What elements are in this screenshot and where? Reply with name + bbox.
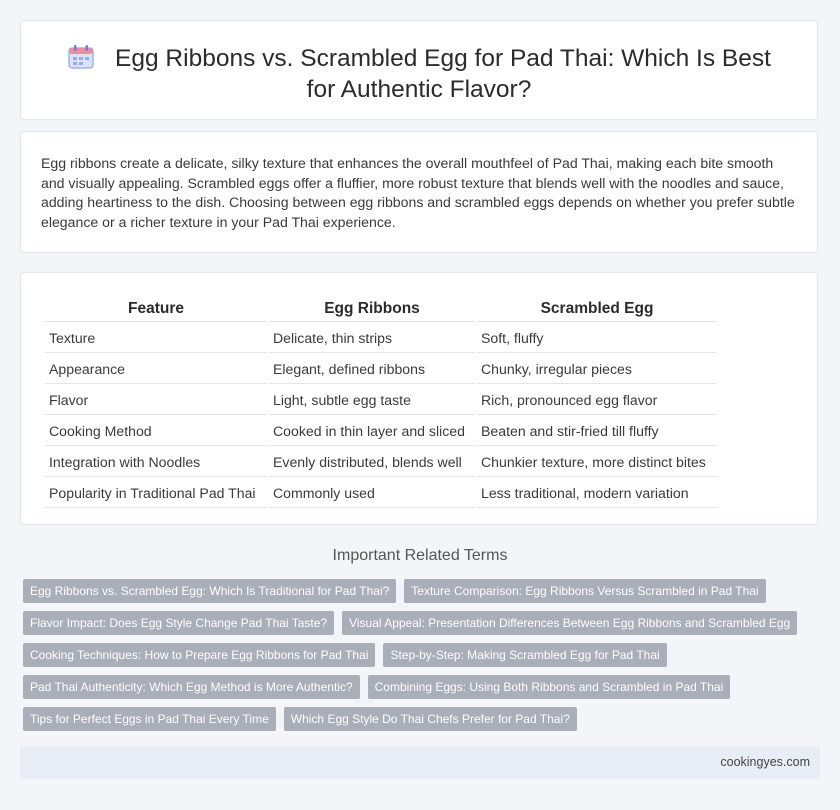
comparison-table: [43, 295, 719, 510]
table-row: [45, 386, 717, 415]
footer-site-link[interactable]: cookingyes.com: [720, 755, 810, 769]
table-cell: Cooked in thin layer and sliced: [269, 417, 475, 446]
table-cell: Soft, fluffy: [477, 324, 717, 353]
related-term-link[interactable]: Which Egg Style Do Thai Chefs Prefer for Pad Thai?: [284, 707, 577, 731]
table-header-row: [45, 297, 717, 322]
comparison-table-card: [20, 272, 818, 525]
intro-card: [20, 131, 818, 253]
title-card: [20, 20, 818, 120]
related-term-link[interactable]: Texture Comparison: Egg Ribbons Versus Scrambled in Pad Thai: [404, 579, 765, 603]
page-title: Egg Ribbons vs. Scrambled Egg for Pad Thai: Which Is Best for Authentic Flavor?: [115, 45, 771, 103]
related-term-link[interactable]: Step-by-Step: Making Scrambled Egg for Pad Thai: [383, 643, 666, 667]
table-cell: Less traditional, modern variation: [477, 479, 717, 508]
table-cell: Beaten and stir-fried till fluffy: [477, 417, 717, 446]
header-scrambled-egg: Scrambled Egg: [477, 297, 717, 322]
table-cell: Appearance: [45, 355, 267, 384]
header-feature: Feature: [45, 297, 267, 322]
table-cell: Chunkier texture, more distinct bites: [477, 448, 717, 477]
table-row: [45, 448, 717, 477]
table-cell: Texture: [45, 324, 267, 353]
related-terms-heading: Important Related Terms: [332, 547, 508, 564]
related-term-link[interactable]: Visual Appeal: Presentation Differences Between Egg Ribbons and Scrambled Egg: [342, 611, 797, 635]
table-cell: Popularity in Traditional Pad Thai: [45, 479, 267, 508]
related-term-link[interactable]: Tips for Perfect Eggs in Pad Thai Every Time: [23, 707, 276, 731]
related-terms-list: [23, 579, 813, 731]
table-cell: Flavor: [45, 386, 267, 415]
table-row: [45, 479, 717, 508]
table-cell: Integration with Noodles: [45, 448, 267, 477]
table-cell: Light, subtle egg taste: [269, 386, 475, 415]
related-term-link[interactable]: Egg Ribbons vs. Scrambled Egg: Which Is Traditional for Pad Thai?: [23, 579, 396, 603]
intro-paragraph: Egg ribbons create a delicate, silky texture that enhances the overall mouthfeel of Pad Thai, making each bite smooth and visually appealing. Scrambled eggs offer a fluffier, more robust texture that blends well with the noodles and sauce, adding heartiness to the dish. Choosing between egg ribbons and scrambled eggs depends on whether you prefer subtle elegance or a richer texture in your Pad Thai experience.: [41, 155, 795, 230]
table-cell: Commonly used: [269, 479, 475, 508]
table-cell: Cooking Method: [45, 417, 267, 446]
related-term-link[interactable]: Combining Eggs: Using Both Ribbons and Scrambled in Pad Thai: [368, 675, 731, 699]
table-row: [45, 355, 717, 384]
table-cell: Delicate, thin strips: [269, 324, 475, 353]
footer: [20, 746, 820, 779]
table-cell: Evenly distributed, blends well: [269, 448, 475, 477]
table-cell: Chunky, irregular pieces: [477, 355, 717, 384]
related-term-link[interactable]: Cooking Techniques: How to Prepare Egg Ribbons for Pad Thai: [23, 643, 375, 667]
table-cell: Elegant, defined ribbons: [269, 355, 475, 384]
header-egg-ribbons: Egg Ribbons: [269, 297, 475, 322]
table-row: [45, 417, 717, 446]
table-cell: Rich, pronounced egg flavor: [477, 386, 717, 415]
calendar-icon: [67, 44, 95, 70]
table-row: [45, 324, 717, 353]
related-term-link[interactable]: Flavor Impact: Does Egg Style Change Pad Thai Taste?: [23, 611, 334, 635]
related-term-link[interactable]: Pad Thai Authenticity: Which Egg Method is More Authentic?: [23, 675, 360, 699]
